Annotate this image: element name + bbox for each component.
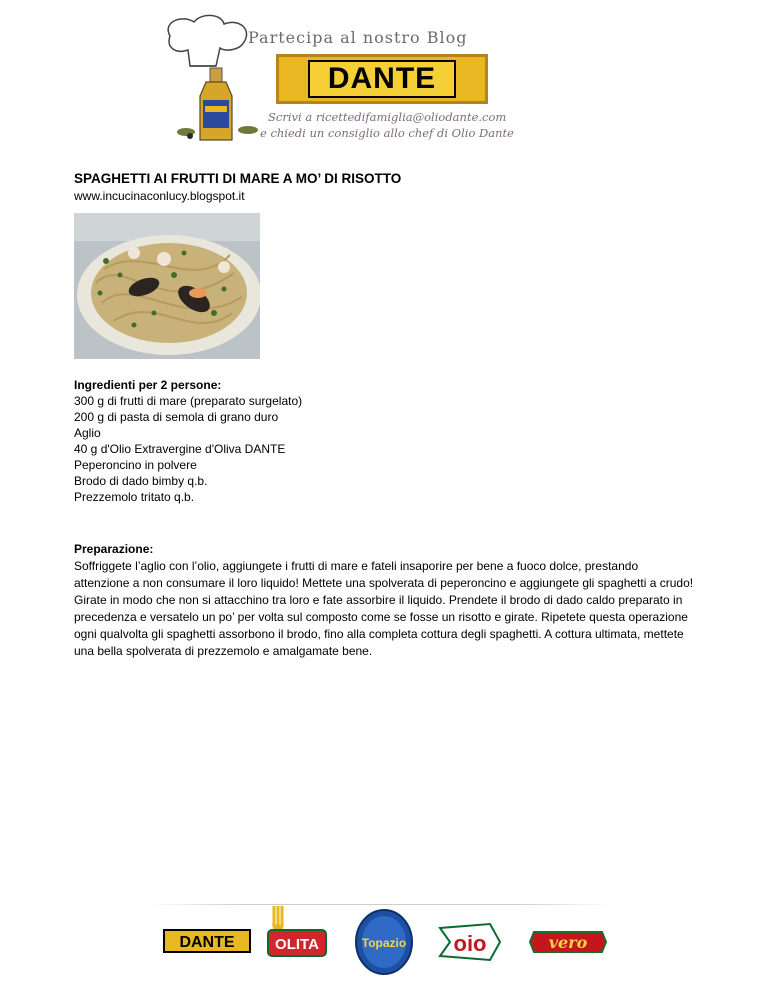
ingredient-item: Aglio <box>74 426 101 440</box>
preparation-text: Soffriggete l’aglio con l’olio, aggiungete i frutti di mare e fateli insaporire per bene a fuoco dolce, prestando attenzione a non consumare il loro liquido! Mettete una spolverata di peperoncino e aggiungete gli spaghetti a crudo! Girate in modo che non si attacchino tra loro e fate assorbire il liquido. Prendete il brodo di dado caldo preparato in precedenza e versatelo un po’ per volta sul composto come se fosse un risotto e girate. Ripetete questa operazione ogni qualvolta gli spaghetti assorbono il brodo, fino alla completa cottura degli spaghetti. A cottura ultimata, mettete una bella spolverata di prezzemolo e amalgamate bene. <box>74 559 694 658</box>
header-email-line: Scrivi a ricettedifamiglia@oliodante.com <box>268 110 507 124</box>
recipe-title: SPAGHETTI AI FRUTTI DI MARE A MO’ DI RISOTTO <box>74 171 402 186</box>
recipe-source-link[interactable]: www.incucinaconlucy.blogspot.it <box>74 189 245 203</box>
blog-title: Partecipa al nostro Blog <box>248 28 468 47</box>
ingredients-section <box>74 377 694 505</box>
ingredients-heading: Ingredienti per 2 persone: <box>74 378 222 392</box>
recipe-photo <box>74 213 260 359</box>
ingredient-item: Brodo di dado bimby q.b. <box>74 474 208 488</box>
ingredient-item: 200 g di pasta di semola di grano duro <box>74 410 279 424</box>
footer-brand-vero: vero <box>548 933 588 952</box>
preparation-heading: Preparazione: <box>74 542 154 556</box>
footer-brand-oio: oio <box>453 931 487 956</box>
ingredient-item: Peperoncino in polvere <box>74 458 197 472</box>
footer-logo-dante <box>164 930 250 952</box>
preparation-section <box>74 541 694 660</box>
footer-logo-topazio <box>356 910 412 974</box>
ingredient-item: 40 g d'Olio Extravergine d'Oliva DANTE <box>74 442 286 456</box>
recipe-content <box>74 170 694 660</box>
header-chef-line: e chiedi un consiglio allo chef di Olio Dante <box>260 126 514 140</box>
footer-logo-vero <box>530 932 606 952</box>
blog-header <box>160 14 530 144</box>
footer-logos <box>140 900 620 980</box>
footer-brand-dante: DANTE <box>179 934 235 951</box>
dante-logo-text: DANTE <box>308 60 456 98</box>
footer-brand-topazio: Topazio <box>361 936 407 950</box>
ingredient-item: Prezzemolo tritato q.b. <box>74 490 195 504</box>
dante-logo <box>276 54 488 104</box>
brand-footer <box>140 900 620 980</box>
ingredient-item: 300 g di frutti di mare (preparato surgelato) <box>74 394 303 408</box>
footer-logo-oio <box>440 924 500 960</box>
footer-brand-olita: OLITA <box>275 936 319 953</box>
footer-logo-olita <box>268 906 326 956</box>
